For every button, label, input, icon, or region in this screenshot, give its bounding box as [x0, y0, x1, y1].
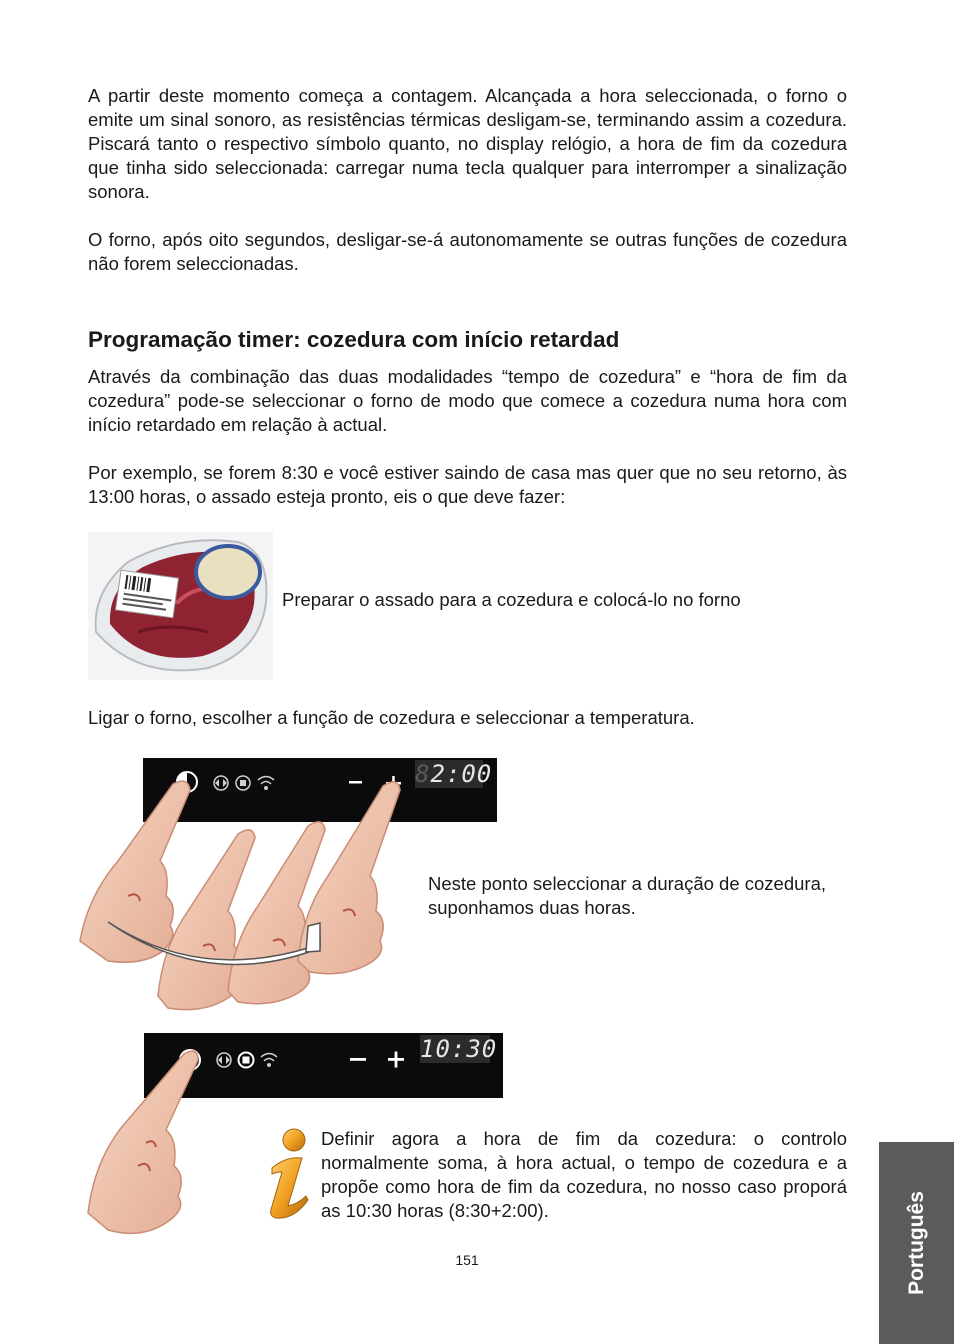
play-pause-icon[interactable] — [217, 1053, 231, 1067]
language-tab — [879, 1142, 954, 1344]
time-display: 10:30 — [420, 1035, 498, 1063]
duration-caption: Neste ponto seleccionar a duração de cozedura, suponhamos duas horas. — [428, 873, 827, 918]
minus-icon[interactable] — [350, 1058, 366, 1061]
page-number: 151 — [455, 1252, 479, 1268]
info-icon — [262, 1128, 314, 1222]
roast-image — [88, 532, 273, 680]
time-display: 82:00 — [415, 760, 493, 788]
plus-icon[interactable] — [388, 1052, 404, 1068]
endtime-caption: Definir agora a hora de fim da cozedura: o controlo normalmente soma, à hora actual, o tempo de cozedura e a propõe como hora de fim da cozedura, no nosso caso proporá as 10:30 horas (8:30+2:00). — [321, 1128, 847, 1221]
intro-paragraph: A partir deste momento começa a contagem. Alcançada a hora seleccionada, o forno o emite um sinal sonoro, as resistências térmicas desligam-se, terminando assim a cozedura. Piscará tanto o respectivo símbolo quanto, no display relógio, a hora de fim da cozedura que tinha sido seleccionada: carregar numa tecla qualquer para interromper a sinalização sonora. — [88, 85, 847, 202]
example-paragraph: Por exemplo, se forem 8:30 e você estiver saindo de casa mas quer que no seu retorno, às 13:00 horas, o assado esteja pronto, eis o que deve fazer: — [88, 462, 847, 507]
stop-icon[interactable] — [239, 1053, 254, 1068]
auto-off-paragraph: O forno, após oito segundos, desligar-se-á autonomamente se outras funções de cozedura não forem seleccionadas. — [88, 229, 847, 274]
signal-icon[interactable] — [261, 1054, 277, 1068]
section-heading: Programação timer: cozedura com início retardad — [88, 327, 620, 352]
combination-paragraph: Através da combinação das duas modalidades “tempo de cozedura” e “hora de fim da cozedura” pode-se seleccionar o forno de modo que comece a cozedura numa hora com início retardado em relação à actual. — [88, 366, 847, 435]
oven-on-instruction: Ligar o forno, escolher a função de cozedura e seleccionar a temperatura. — [88, 707, 695, 728]
roast-caption: Preparar o assado para a cozedura e colocá-lo no forno — [282, 589, 741, 610]
hands-press-sequence — [78, 776, 423, 1016]
language-tab-label: Português — [904, 1191, 928, 1295]
hand-press-clock — [86, 1048, 206, 1236]
